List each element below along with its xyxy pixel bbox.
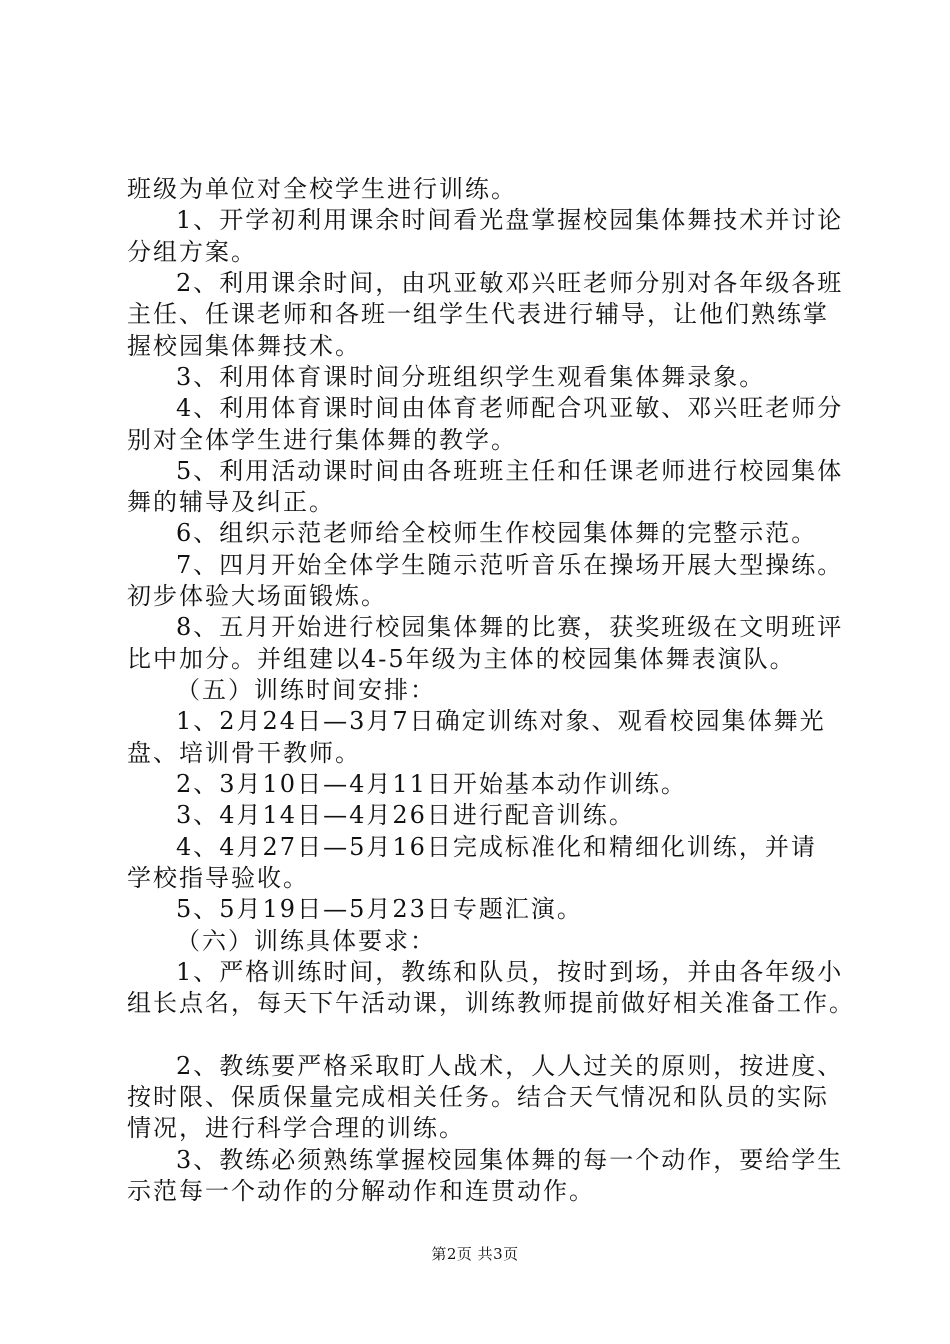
text-line: 6、组织示范老师给全校师生作校园集体舞的完整示范。 — [176, 519, 818, 547]
text-line: 示范每一个动作的分解动作和连贯动作。 — [127, 1177, 595, 1205]
text-line: 主任、任课老师和各班一组学生代表进行辅导，让他们熟练掌 — [127, 300, 829, 328]
text-line: 4、利用体育课时间由体育老师配合巩亚敏、邓兴旺老师分 — [176, 394, 844, 422]
text-line: 握校园集体舞技术。 — [127, 332, 361, 360]
text-line: 2、教练要严格采取盯人战术，人人过关的原则，按进度、 — [176, 1052, 844, 1080]
text-line: 5、5月19日—5月23日专题汇演。 — [176, 895, 583, 923]
section-heading: （五）训练时间安排： — [176, 676, 436, 704]
text-line: 1、开学初利用课余时间看光盘掌握校园集体舞技术并讨论 — [176, 206, 844, 234]
text-line: 7、四月开始全体学生随示范听音乐在操场开展大型操练。 — [176, 551, 844, 579]
text-line: 分组方案。 — [127, 238, 257, 266]
text-line: 2、3月10日—4月11日开始基本动作训练。 — [176, 770, 687, 798]
text-line: 舞的辅导及纠正。 — [127, 488, 335, 516]
text-line: 班级为单位对全校学生进行训练。 — [127, 175, 517, 203]
text-line: 1、严格训练时间，教练和队员，按时到场，并由各年级小 — [176, 958, 844, 986]
text-line: 情况，进行科学合理的训练。 — [127, 1114, 465, 1142]
text-line: 学校指导验收。 — [127, 864, 309, 892]
text-line: 盘、培训骨干教师。 — [127, 739, 361, 767]
text-line: 2、利用课余时间，由巩亚敏邓兴旺老师分别对各年级各班 — [176, 269, 844, 297]
text-line: 初步体验大场面锻炼。 — [127, 582, 387, 610]
text-line: 别对全体学生进行集体舞的教学。 — [127, 426, 517, 454]
section-heading: （六）训练具体要求： — [176, 927, 436, 955]
text-line: 组长点名，每天下午活动课，训练教师提前做好相关准备工作。 — [127, 989, 855, 1017]
text-line: 3、教练必须熟练掌握校园集体舞的每一个动作，要给学生 — [176, 1146, 844, 1174]
page-footer: 第2页 共3页 — [431, 1245, 519, 1263]
text-line: 8、五月开始进行校园集体舞的比赛，获奖班级在文明班评 — [176, 613, 844, 641]
text-line: 比中加分。并组建以4-5年级为主体的校园集体舞表演队。 — [127, 645, 796, 673]
text-line: 4、4月27日—5月16日完成标准化和精细化训练，并请 — [176, 833, 817, 861]
text-line: 5、利用活动课时间由各班班主任和任课老师进行校园集体 — [176, 457, 844, 485]
text-line: 1、2月24日—3月7日确定训练对象、观看校园集体舞光 — [176, 707, 826, 735]
text-line: 3、4月14日—4月26日进行配音训练。 — [176, 801, 635, 829]
text-line: 3、利用体育课时间分班组织学生观看集体舞录象。 — [176, 363, 766, 391]
text-line: 按时限、保质保量完成相关任务。结合天气情况和队员的实际 — [127, 1083, 829, 1111]
